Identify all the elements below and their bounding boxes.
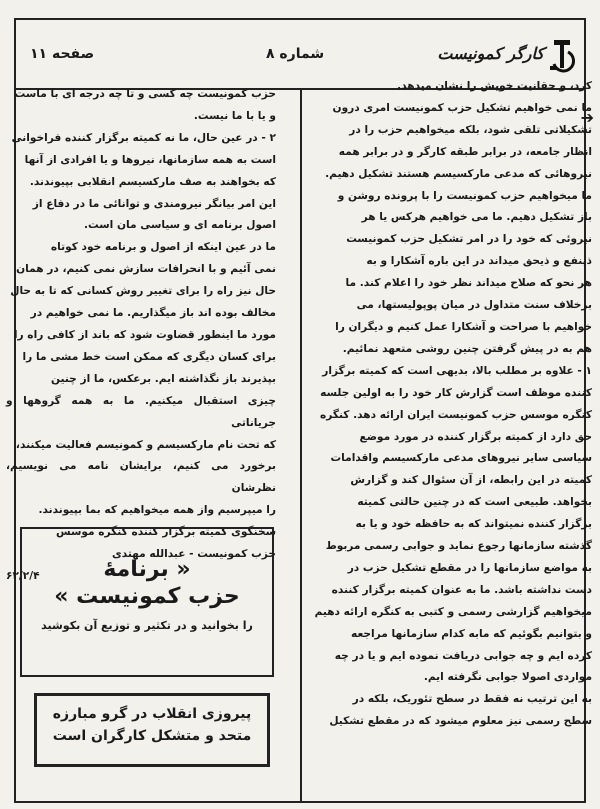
text-line: این امر بیانگر نیرومندی و توانائی ما در دفاع از — [32, 197, 276, 210]
text-line: تشکیلاتی تلقی شود، بلکه میخواهیم حزب را در — [349, 123, 592, 136]
text-line: چیزی استقبال میکنیم. ما به همه گروهها و جریاناتی — [6, 394, 276, 429]
text-line: نیروئی که خود را در امر تشکیل حزب کمونیست — [346, 233, 592, 246]
text-line: انظار جامعه، در برابر طبقه کارگر و در برابر همه — [338, 145, 592, 158]
text-line: نیروهائی که مدعی مارکسیسم هستند تشکیل دهیم. — [325, 167, 592, 180]
text-line: حزب کمونیست - عبدالله مهتدی — [112, 548, 276, 561]
issue-number: شماره ۸ — [266, 46, 325, 62]
text-line: حزب کمونیست چه کسی و تا چه درجه ای با ماست — [14, 88, 276, 100]
text-line: حال نیز راه را برای تغییر روش کسانی که تا به حال — [10, 285, 276, 298]
program-title-line2: حزب کمونیست » — [54, 584, 240, 609]
text-line: مواردی اصولا جوابی نگرفته ایم. — [423, 671, 592, 684]
hammer-sickle-icon — [546, 34, 578, 74]
slogan-line1: پیروزی انقلاب در گرو مبارزه — [52, 706, 252, 722]
text-line: دست نداشته باشد. ما به عنوان کمیته برگزار کننده — [331, 583, 592, 596]
text-line: اصول برنامه ای و سیاسی مان است. — [84, 219, 276, 232]
right-column — [292, 76, 592, 733]
text-line: باز تشکیل دهیم. ما می خواهیم هرکس یا هر — [361, 211, 592, 224]
text-line: نمی آئیم و با انحرافات سازش نمی کنیم، در همان — [16, 263, 276, 276]
text-line: است به همه سازمانها، نیروها و یا افرادی از آنها — [24, 153, 276, 166]
text-line: کرد، و حقانیت خویش را نشان میدهد. — [397, 80, 592, 92]
text-line: که بخواهند به صف مارکسیسم انقلابی بپیوندند. — [29, 175, 276, 188]
text-line: کننده موظف است گزارش کار خود را به اولین جلسه — [320, 386, 592, 399]
text-line: به مواضع سازمانها را در مقطع تشکیل حزب در — [347, 561, 592, 574]
text-line: و بتوانیم بگوئیم که مابه کدام سازمانها مراجعه — [351, 627, 592, 640]
text-line: سطح رسمی نیز معلوم میشود که در مقطع تشکیل — [329, 715, 592, 728]
page-number: صفحه ۱۱ — [30, 46, 95, 62]
text-line: خواهیم با صراحت و آشکارا عمل کنیم و دیگران را — [335, 320, 592, 333]
left-column — [6, 84, 276, 588]
text-line: ذینفع و ذیحق میداند در این باره آشکارا و به — [366, 255, 592, 268]
continuation-arrow-icon: ➔ — [580, 108, 594, 127]
text-line: برای کسان دیگری که ممکن است خط مشی ما را — [22, 350, 276, 363]
text-line: بخواهد. طبیعی است که در چنین حالتی کمیته — [357, 496, 592, 509]
program-title-line1: « برنامهٔ — [103, 557, 191, 582]
text-line: گذشته سازمانها رجوع نماید و جوابی رسمی مربوط — [325, 540, 592, 553]
text-line: حق دارد از کمیته برگزار کننده در مورد موضع — [359, 430, 592, 443]
text-line: هر نحو که صلاح میداند نظر خود را اعلام کند. ما — [345, 277, 592, 290]
text-line: هم به در پیش گرفتن چنین روشی متعهد نمائیم. — [342, 342, 592, 355]
text-line: ۱ - علاوه بر مطلب بالا، بدیهی است که کمیته برگزار — [322, 364, 592, 377]
text-line: کمیته در این رابطه، از آن سئوال کند و گزارش — [350, 474, 592, 487]
text-line: ما در عین اینکه از اصول و برنامه خود کوتاه — [50, 241, 276, 254]
text-line: و یا با ما نیست. — [193, 109, 276, 122]
text-line: برخورد می کنیم، برایشان نامه می نویسیم، نظرشان — [6, 460, 276, 495]
program-subtitle: را بخوانید و در تکثیر و توزیع آن بکوشید — [41, 619, 253, 632]
text-line: برگزار کننده نمیتواند که به حافظه خود و یا به — [355, 518, 592, 531]
text-line: به این ترتیب نه فقط در سطح تئوریک، بلکه در — [352, 693, 592, 706]
text-line: ما نمی خواهیم تشکیل حزب کمونیست امری درون — [332, 101, 592, 114]
text-line: مخالف بوده اند باز میگذاریم. ما نمی خواهیم در — [30, 307, 276, 320]
text-line: ۲ - در عین حال، ما نه کمیته برگزار کننده فراخوانی — [11, 131, 276, 144]
text-line: که تحت نام مارکسیسم و کمونیسم فعالیت میکنند، — [15, 438, 276, 451]
text-line: مورد ما اینطور قضاوت شود که باند از کافی راه را — [13, 328, 276, 341]
slogan-box — [34, 693, 270, 767]
text-line: کرده ایم و چه جوابی دریافت نموده ایم و یا در چه — [334, 649, 592, 662]
text-line: سخنگوی کمیته برگزار کننده کنگره موسس — [56, 526, 276, 539]
text-line: کنگره موسس حزب کمونیست ایران ارائه دهد. کنگره — [319, 408, 592, 421]
text-line: را میپرسیم واز همه میخواهیم که بما بپیوندند. — [38, 504, 276, 517]
article-date: ۶۲/۲/۴ — [6, 569, 40, 582]
text-line: برخلاف سنت متداول در میان پوپولیستها، می — [356, 299, 592, 312]
text-line: ما میخواهیم حزب کمونیست را با پرونده روشن و — [337, 189, 592, 202]
publication-title: کارگر کمونیست — [437, 44, 544, 63]
slogan-line2: متحد و متشکل کارگران است — [52, 728, 252, 744]
program-box — [20, 527, 274, 677]
text-line: بپذیرند باز نگذاشته ایم. برعکس، ما از چنین — [50, 372, 276, 385]
text-line: سیاسی سایر نیروهای مدعی مارکسیسم واقدامات — [330, 452, 592, 465]
text-line: میخواهیم گزارشی رسمی و کتبی به کنگره ارائه دهیم — [314, 605, 592, 618]
